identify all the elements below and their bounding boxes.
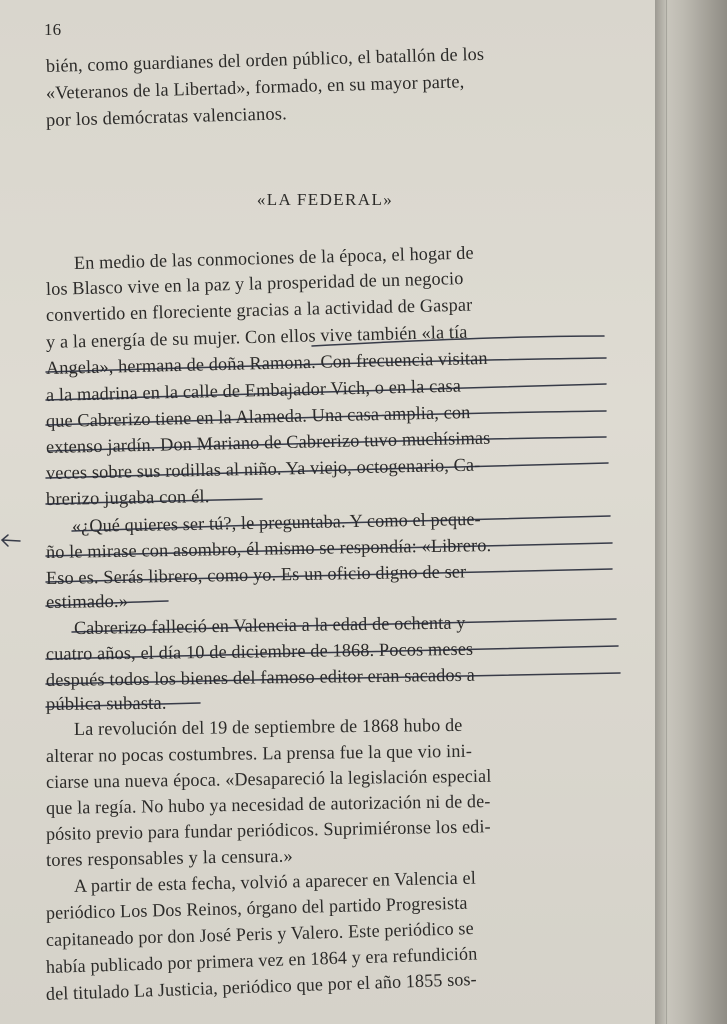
text-line: alterar no pocas costumbres. La prensa fue la que vio ini- bbox=[45, 741, 473, 767]
text-line: En medio de las conmociones de la época, el hogar de bbox=[73, 243, 474, 274]
page-gutter-line bbox=[666, 0, 667, 1024]
text-line: Cabrerizo falleció en Valencia a la edad de ochenta y bbox=[73, 613, 466, 639]
text-line: después todos los bienes del famoso editor eran sacados a bbox=[45, 665, 476, 691]
text-line: ciarse una nueva época. «Desapareció la legislación especial bbox=[45, 766, 492, 793]
text-line: que la regía. No hubo ya necesidad de autorización ni de de- bbox=[45, 792, 491, 819]
text-line: bién, como guardianes del orden público, el batallón de los bbox=[45, 44, 485, 77]
text-line: Eso es. Serás librero, como yo. Es un oficio digno de ser bbox=[45, 562, 467, 589]
text-line: capitaneado por don José Peris y Valero. Este periódico se bbox=[45, 919, 475, 951]
text-line: brerizo jugaba con él. bbox=[45, 487, 210, 510]
text-line: «Veteranos de la Libertad», formado, en su mayor parte, bbox=[45, 72, 465, 104]
text-line: estimado.» bbox=[45, 591, 129, 613]
text-line: La revolución del 19 de septiembre de 1868 hubo de bbox=[73, 715, 463, 740]
text-line: convertido en floreciente gracias a la actividad de Gaspar bbox=[45, 295, 473, 326]
text-line: pública subasta. bbox=[45, 693, 167, 715]
text-line: tores responsables y la censura.» bbox=[45, 846, 294, 871]
text-line: pósito previo para fundar periódicos. Suprimiéronse los edi- bbox=[45, 817, 491, 845]
text-line: y a la energía de su mujer. Con ellos vive también «la tía bbox=[45, 322, 468, 353]
text-line: «¿Qué quieres ser tú?, le preguntaba. Y como el peque- bbox=[71, 509, 481, 537]
text-line: por los demócratas valencianos. bbox=[45, 104, 288, 131]
text-line: veces sobre sus rodillas al niño. Ya viejo, octogenario, Ca- bbox=[45, 455, 481, 484]
text-line: había publicado por primera vez en 1864 y era refundición bbox=[45, 944, 478, 978]
text-line: del titulado La Justicia, periódico que por el año 1855 sos- bbox=[45, 969, 478, 1005]
text-line: que Cabrerizo tiene en la Alameda. Una casa amplia, con bbox=[45, 403, 471, 432]
text-line: extenso jardín. Don Mariano de Cabrerizo tuvo muchísimas bbox=[45, 428, 491, 458]
text-line: periódico Los Dos Reinos, órgano del partido Progresista bbox=[45, 893, 468, 924]
text-line: A partir de esta fecha, volvió a aparecer en Valencia el bbox=[73, 868, 477, 897]
text-line: Angela», hermana de doña Ramona. Con frecuencia visitan bbox=[45, 348, 488, 379]
section-heading: «LA FEDERAL» bbox=[256, 190, 394, 209]
text-line: a la madrina en la calle de Embajador Vich, o en la casa bbox=[45, 376, 462, 406]
text-line: cuatro años, el día 10 de diciembre de 1868. Pocos meses bbox=[45, 639, 474, 665]
page-number: 16 bbox=[44, 20, 62, 39]
text-line: ño le mirase con asombro, él mismo se respondía: «Librero. bbox=[45, 536, 492, 563]
text-line: los Blasco vive en la paz y la prosperidad de un negocio bbox=[45, 269, 464, 300]
